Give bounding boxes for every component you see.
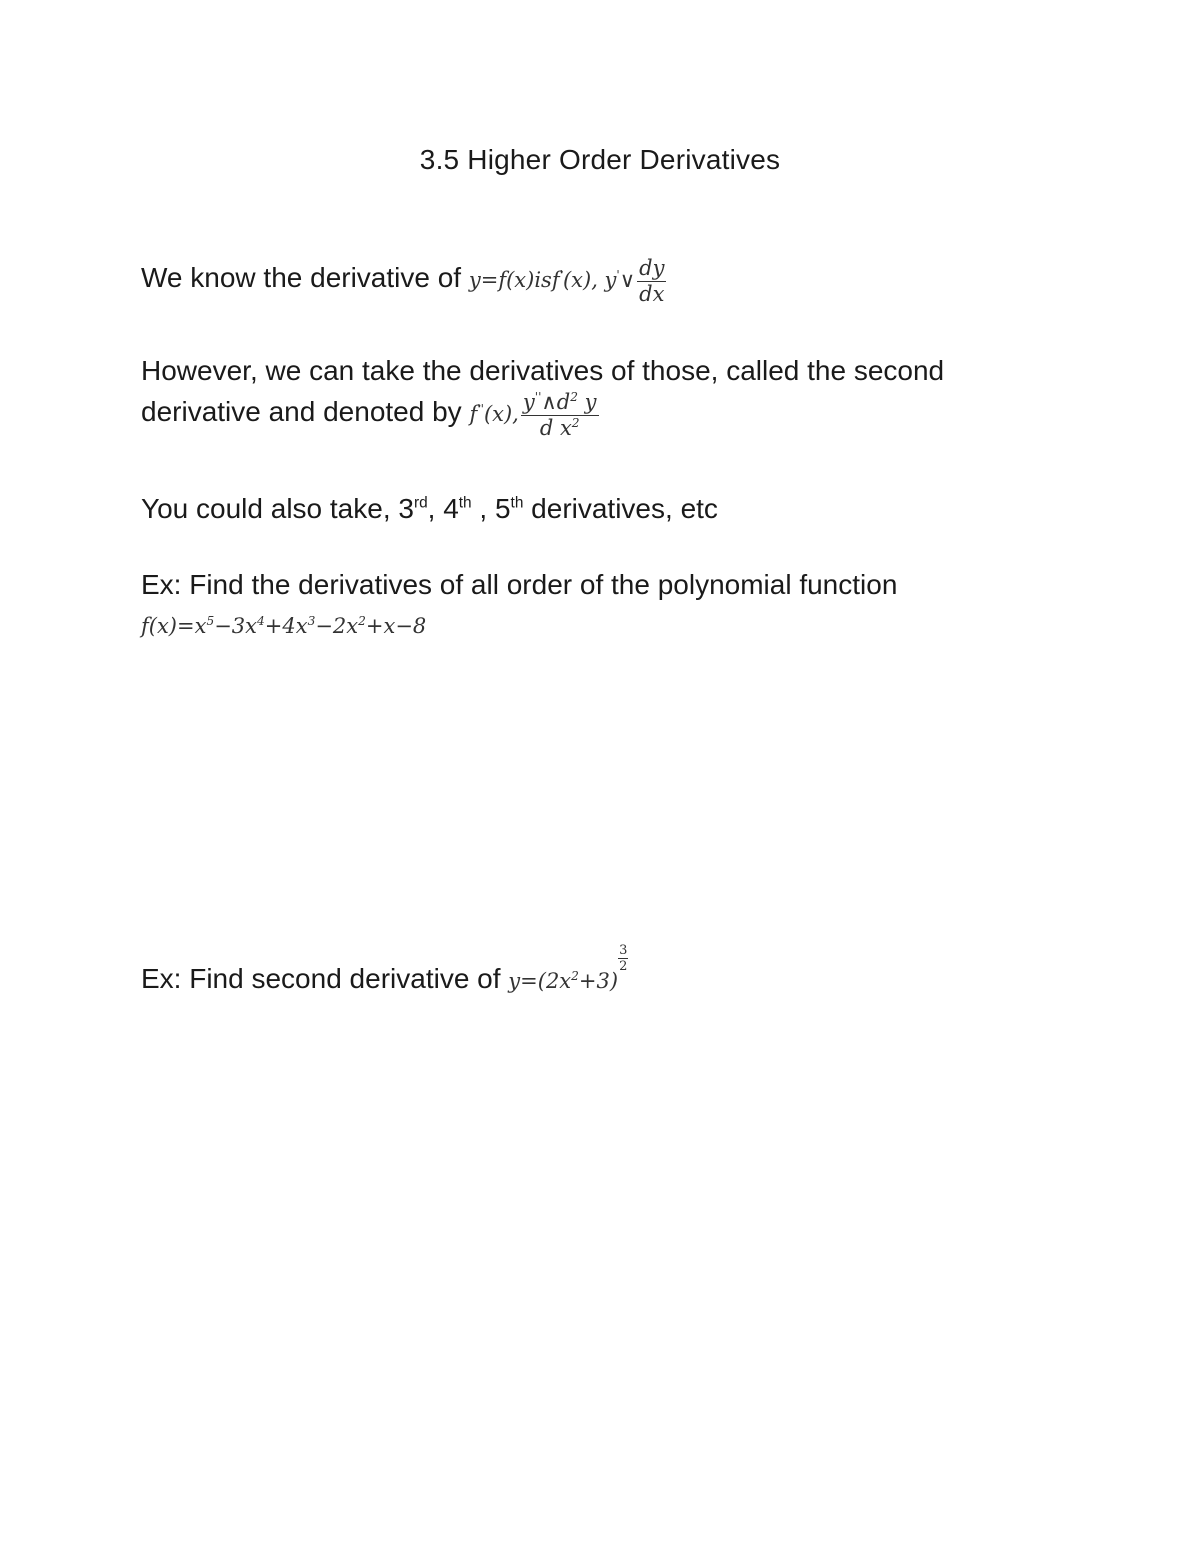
math-segment: f: [469, 402, 478, 426]
example-one-prompt: Ex: Find the derivatives of all order of the polynomial function: [141, 569, 898, 600]
ordinal-suffix: rd: [413, 494, 428, 512]
text-segment: We know the derivative of: [141, 262, 469, 293]
text-segment: You could also take,: [141, 493, 399, 524]
text-segment: Ex: Find second derivative of: [141, 963, 509, 995]
fraction-denominator: dx: [639, 282, 665, 306]
math-expression: [469, 390, 598, 440]
ordinal-suffix: th: [458, 494, 472, 512]
math-segment: y: [522, 390, 535, 414]
exponent: 4: [257, 614, 265, 628]
prime-mark: ': [559, 268, 563, 282]
math-segment: d x: [539, 416, 572, 440]
prime-mark: '': [534, 390, 542, 404]
exponent: 3: [307, 614, 316, 628]
exponent: 2: [571, 416, 580, 430]
math-segment: (x), y: [562, 268, 617, 292]
second-derivative-notation-line: [141, 392, 599, 439]
order-number: 4: [443, 493, 459, 524]
math-segment: y=f(x)isf: [468, 268, 560, 292]
math-segment: f(x)=x: [141, 614, 207, 638]
fraction-numerator: [521, 392, 599, 416]
fraction-denominator: [521, 416, 599, 439]
fraction-numerator: dy: [639, 256, 665, 280]
exponent: 2: [570, 390, 578, 404]
math-segment: y: [578, 390, 597, 414]
page-title: 3.5 Higher Order Derivatives: [419, 144, 781, 175]
separator: ,: [427, 493, 444, 524]
order-number: 3: [398, 493, 414, 524]
higher-orders-line: [141, 493, 718, 525]
math-expression: [508, 943, 628, 994]
fraction-denominator: 2: [619, 959, 628, 975]
math-segment: −2x: [315, 614, 359, 638]
math-segment: y=(2x: [508, 969, 572, 994]
math-segment: d: [556, 390, 571, 414]
math-segment: (x),: [483, 402, 519, 426]
exponent: 2: [571, 969, 579, 984]
fraction-dy-dx: [637, 258, 666, 305]
fraction-second-derivative: [521, 392, 599, 439]
math-segment: +3): [578, 969, 619, 994]
prime-mark: ': [616, 268, 620, 282]
and-symbol: ∧: [541, 390, 557, 414]
example-two-prompt: [141, 944, 628, 995]
exponent: 5: [206, 614, 215, 628]
math-segment: −3x: [214, 614, 258, 638]
second-derivative-intro-line: However, we can take the derivatives of those, called the second: [141, 355, 945, 386]
math-expression: [141, 614, 426, 638]
math-segment: +x−8: [365, 614, 427, 638]
fraction-exponent: [618, 944, 628, 973]
text-segment: derivatives, etc: [523, 493, 718, 524]
polynomial-function: [141, 608, 426, 640]
ordinal-suffix: th: [510, 494, 524, 512]
exponent: 2: [358, 614, 366, 628]
or-symbol: ∨: [619, 268, 636, 292]
separator: ,: [471, 493, 495, 524]
math-expression: [468, 256, 667, 306]
order-number: 5: [494, 493, 511, 524]
prime-mark: '': [477, 402, 484, 416]
math-segment: +4x: [264, 614, 308, 638]
text-segment: derivative and denoted by: [141, 396, 470, 427]
fraction-numerator: 3: [619, 943, 628, 958]
derivative-definition-line: [141, 258, 666, 305]
